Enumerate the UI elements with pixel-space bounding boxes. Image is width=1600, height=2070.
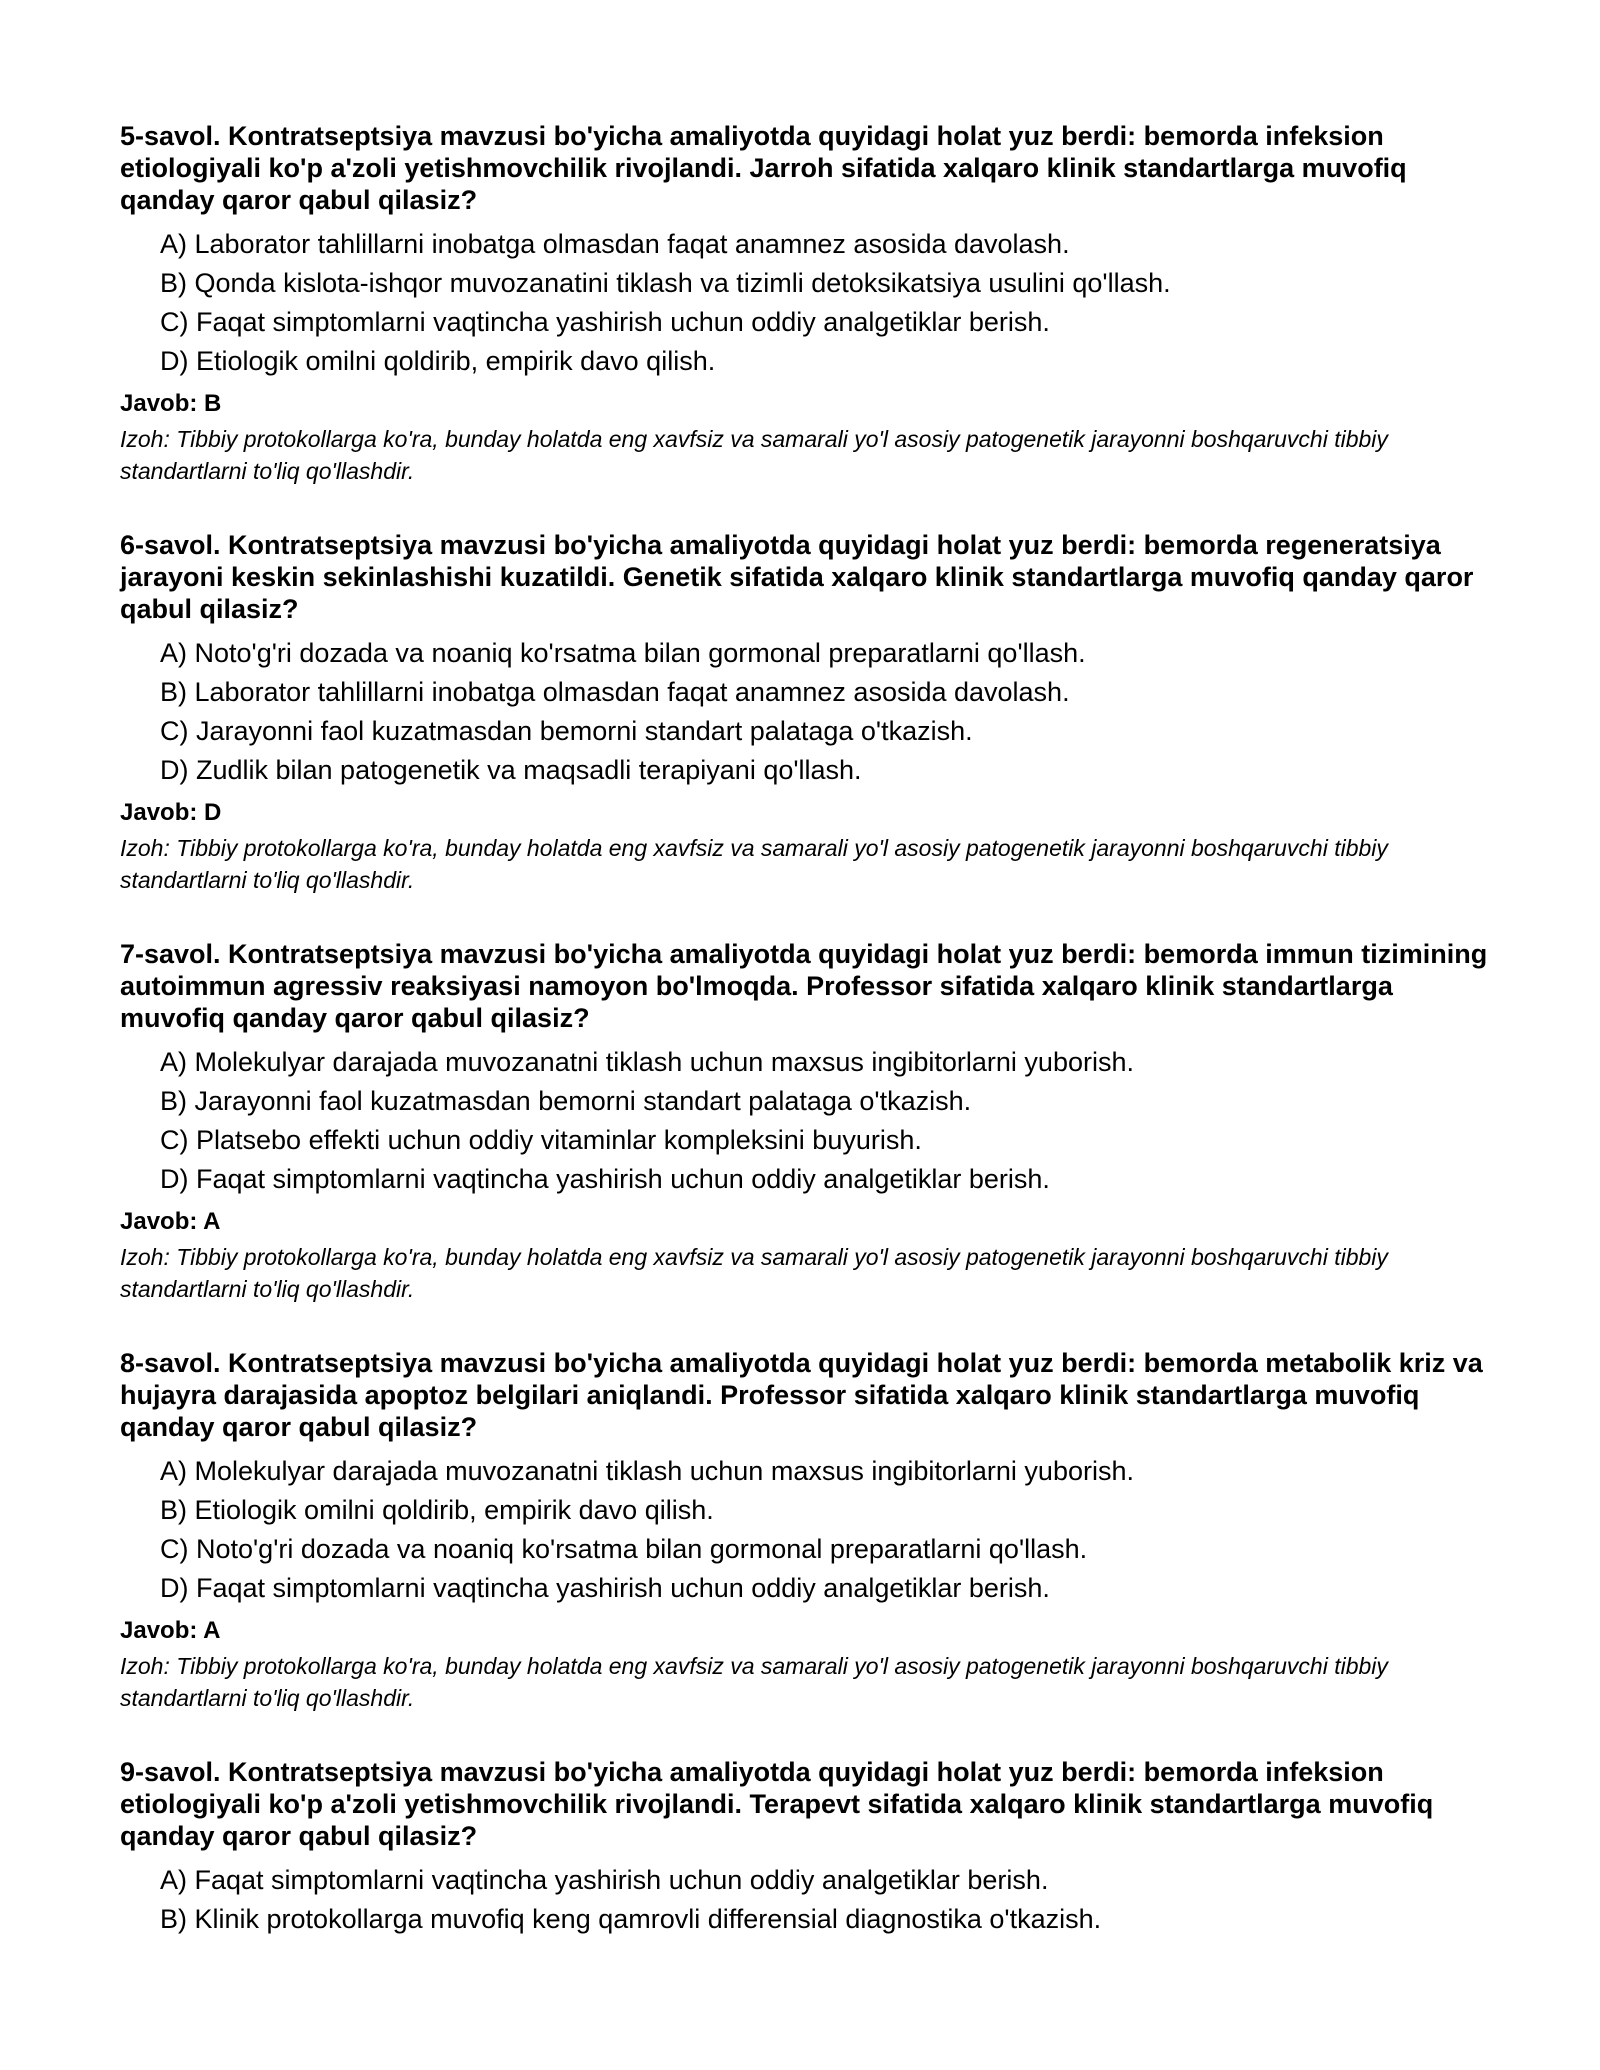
explanation-note: Izoh: Tibbiy protokollarga ko'ra, bunday holatda eng xavfsiz va samarali yo'l asosiy patogenetik jarayonni boshqaruvchi tibbiy standartlarni to'liq qo'llashdir.	[120, 1244, 1388, 1302]
options-list	[120, 1455, 1500, 1604]
option-b: B) Jarayonni faol kuzatmasdan bemorni standart palataga o'tkazish.	[160, 1086, 972, 1116]
question-5	[120, 120, 1500, 487]
answer: Javob: B	[120, 390, 222, 417]
explanation-note: Izoh: Tibbiy protokollarga ko'ra, bunday holatda eng xavfsiz va samarali yo'l asosiy patogenetik jarayonni boshqaruvchi tibbiy standartlarni to'liq qo'llashdir.	[120, 1653, 1388, 1711]
option-a: A) Molekulyar darajada muvozanatni tiklash uchun maxsus ingibitorlarni yuborish.	[160, 1456, 1134, 1486]
document-page	[120, 120, 1500, 1942]
question-6	[120, 529, 1500, 896]
option-a: A) Noto'g'ri dozada va noaniq ko'rsatma bilan gormonal preparatlarni qo'llash.	[160, 638, 1086, 668]
option-a: A) Faqat simptomlarni vaqtincha yashirish uchun oddiy analgetiklar berish.	[160, 1865, 1049, 1895]
option-b: B) Etiologik omilni qoldirib, empirik davo qilish.	[160, 1495, 714, 1525]
option-a: A) Molekulyar darajada muvozanatni tiklash uchun maxsus ingibitorlarni yuborish.	[160, 1047, 1134, 1077]
question-9	[120, 1756, 1500, 1935]
option-c: C) Platsebo effekti uchun oddiy vitaminlar kompleksini buyurish.	[160, 1125, 922, 1155]
explanation-note: Izoh: Tibbiy protokollarga ko'ra, bunday holatda eng xavfsiz va samarali yo'l asosiy patogenetik jarayonni boshqaruvchi tibbiy standartlarni to'liq qo'llashdir.	[120, 426, 1388, 484]
question-title: 6-savol. Kontratseptsiya mavzusi bo'yicha amaliyotda quyidagi holat yuz berdi: bemorda regeneratsiya jarayoni keskin sekinlashishi kuzatildi. Genetik sifatida xalqaro klinik standartlarga muvofiq qanday qaror qabul qilasiz?	[120, 530, 1474, 624]
question-7	[120, 938, 1500, 1305]
answer: Javob: A	[120, 1208, 221, 1235]
option-c: C) Jarayonni faol kuzatmasdan bemorni standart palataga o'tkazish.	[160, 716, 973, 746]
question-title: 5-savol. Kontratseptsiya mavzusi bo'yicha amaliyotda quyidagi holat yuz berdi: bemorda infeksion etiologiyali ko'p a'zoli yetishmovchilik rivojlandi. Jarroh sifatida xalqaro klinik standartlarga muvofiq qanday qaror qabul qilasiz?	[120, 121, 1407, 215]
option-c: C) Noto'g'ri dozada va noaniq ko'rsatma bilan gormonal preparatlarni qo'llash.	[160, 1534, 1088, 1564]
option-b: B) Laborator tahlillarni inobatga olmasdan faqat anamnez asosida davolash.	[160, 677, 1070, 707]
question-8	[120, 1347, 1500, 1714]
option-d: D) Faqat simptomlarni vaqtincha yashirish uchun oddiy analgetiklar berish.	[160, 1573, 1050, 1603]
options-list	[120, 637, 1500, 786]
explanation-note: Izoh: Tibbiy protokollarga ko'ra, bunday holatda eng xavfsiz va samarali yo'l asosiy patogenetik jarayonni boshqaruvchi tibbiy standartlarni to'liq qo'llashdir.	[120, 835, 1388, 893]
answer: Javob: D	[120, 799, 222, 826]
question-title: 7-savol. Kontratseptsiya mavzusi bo'yicha amaliyotda quyidagi holat yuz berdi: bemorda immun tizimining autoimmun agressiv reaksiyasi namoyon bo'lmoqda. Professor sifatida xalqaro klinik standartlarga muvofiq qanday qaror qabul qilasiz?	[120, 939, 1488, 1033]
option-d: D) Etiologik omilni qoldirib, empirik davo qilish.	[160, 346, 716, 376]
option-b: B) Klinik protokollarga muvofiq keng qamrovli differensial diagnostika o'tkazish.	[160, 1904, 1102, 1934]
question-title: 9-savol. Kontratseptsiya mavzusi bo'yicha amaliyotda quyidagi holat yuz berdi: bemorda infeksion etiologiyali ko'p a'zoli yetishmovchilik rivojlandi. Terapevt sifatida xalqaro klinik standartlarga muvofiq qanday qaror qabul qilasiz?	[120, 1757, 1434, 1851]
options-list	[120, 228, 1500, 377]
options-list	[120, 1864, 1500, 1935]
option-d: D) Faqat simptomlarni vaqtincha yashirish uchun oddiy analgetiklar berish.	[160, 1164, 1050, 1194]
option-c: C) Faqat simptomlarni vaqtincha yashirish uchun oddiy analgetiklar berish.	[160, 307, 1050, 337]
options-list	[120, 1046, 1500, 1195]
answer: Javob: A	[120, 1617, 221, 1644]
question-title: 8-savol. Kontratseptsiya mavzusi bo'yicha amaliyotda quyidagi holat yuz berdi: bemorda metabolik kriz va hujayra darajasida apoptoz belgilari aniqlandi. Professor sifatida xalqaro klinik standartlarga muvofiq qanday qaror qabul qilasiz?	[120, 1348, 1483, 1442]
option-d: D) Zudlik bilan patogenetik va maqsadli terapiyani qo'llash.	[160, 755, 862, 785]
option-a: A) Laborator tahlillarni inobatga olmasdan faqat anamnez asosida davolash.	[160, 229, 1070, 259]
option-b: B) Qonda kislota-ishqor muvozanatini tiklash va tizimli detoksikatsiya usulini qo'llash.	[160, 268, 1171, 298]
